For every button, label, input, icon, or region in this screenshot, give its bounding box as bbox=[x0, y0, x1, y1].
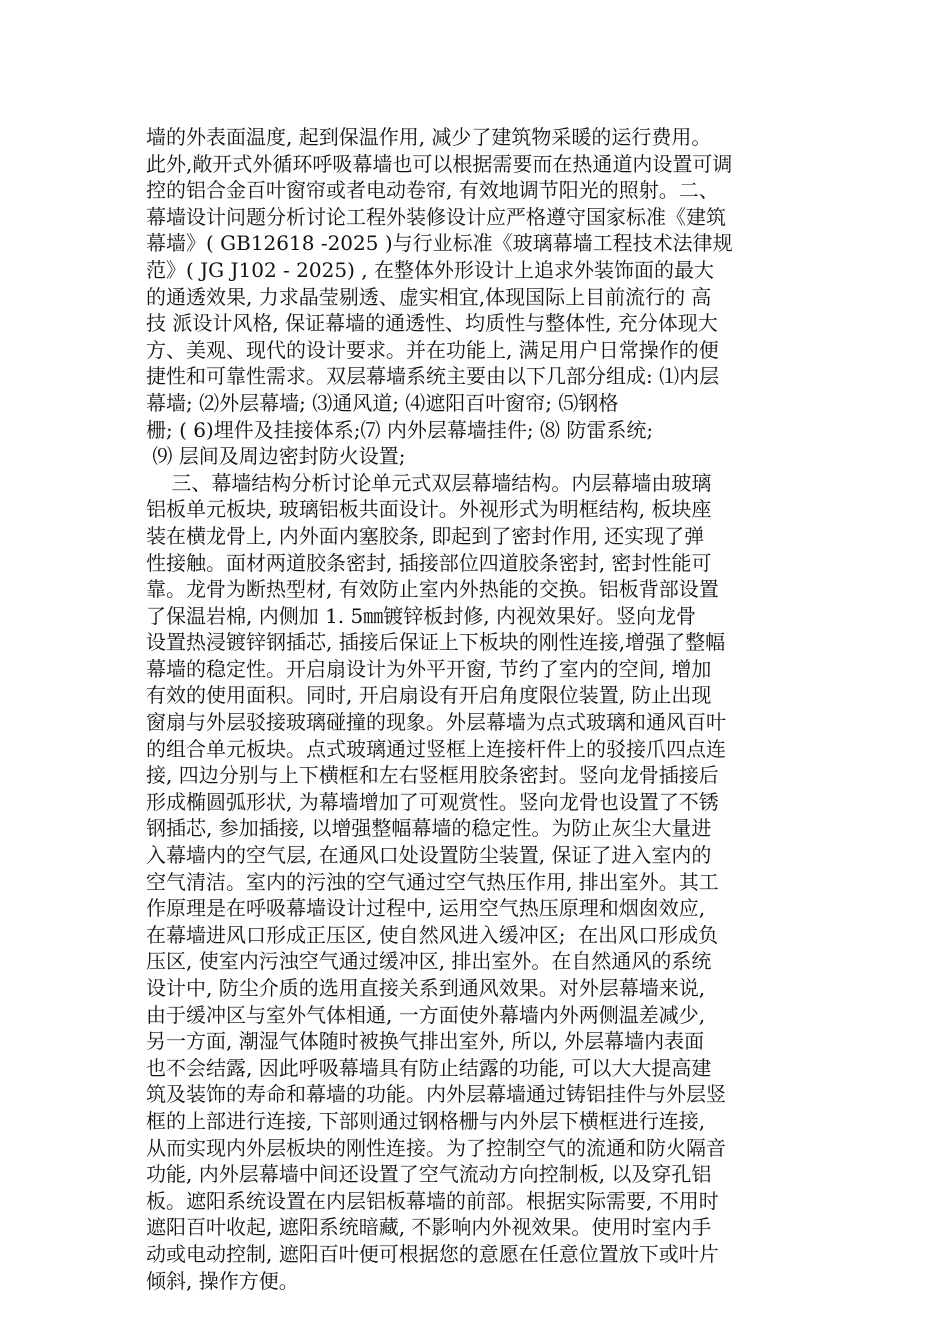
text-line: 设置热浸镀锌钢插芯, 插接后保证上下板块的刚性连接,增强了整幅 bbox=[146, 630, 726, 655]
text-line: 在幕墙进风口形成正压区, 使自然风进入缓冲区; 在出风口形成负 bbox=[146, 922, 719, 947]
text-line: 从而实现内外层板块的刚性连接。为了控制空气的流通和防火隔音 bbox=[146, 1135, 726, 1160]
text-line: 入幕墙内的空气层, 在通风口处设置防尘装置, 保证了进入室内的 bbox=[146, 843, 712, 868]
text-line: 墙的外表面温度, 起到保温作用, 减少了建筑物采暖的运行费用。 bbox=[146, 125, 712, 149]
text-line: 也不会结露, 因此呼吸幕墙具有防止结露的功能, 可以大大提高建 bbox=[146, 1055, 712, 1080]
text-line: 另一方面, 潮湿气体随时被换气排出室外, 所以, 外层幕墙内表面 bbox=[146, 1029, 705, 1054]
text-line: 接, 四边分别与上下横框和左右竖框用胶条密封。竖向龙骨插接后 bbox=[146, 763, 719, 788]
text-line: 功能, 内外层幕墙中间还设置了空气流动方向控制板, 以及穿孔铝 bbox=[146, 1162, 712, 1187]
text-line: 方、美观、现代的设计要求。并在功能上, 满足用户日常操作的便 bbox=[146, 337, 719, 362]
text-line: 铝板单元板块, 玻璃铝板共面设计。外视形式为明框结构, 板块座 bbox=[146, 497, 712, 522]
text-line: 压区, 使室内污浊空气通过缓冲区, 排出室外。在自然通风的系统 bbox=[146, 949, 712, 974]
text-line: 装在横龙骨上, 内外面内塞胶条, 即起到了密封作用, 还实现了弹 bbox=[146, 523, 705, 548]
text-line: 作原理是在呼吸幕墙设计过程中, 运用空气热压原理和烟囱效应, bbox=[146, 896, 706, 921]
text-line: 捷性和可靠性需求。双层幕墙系统主要由以下几部分组成: ⑴内层 bbox=[146, 364, 720, 389]
text-line: 此外,敞开式外循环呼吸幕墙也可以根据需要而在热通道内设置可调 bbox=[146, 151, 733, 176]
text-line: 钢插芯, 参加插接, 以增强整幅幕墙的稳定性。为防止灰尘大量进 bbox=[146, 816, 712, 841]
text-line: 框的上部进行连接, 下部则通过钢格栅与内外层下横框进行连接, bbox=[146, 1108, 706, 1133]
text-line: 技 派设计风格, 保证幕墙的通透性、均质性与整体性, 充分体现大 bbox=[146, 311, 718, 336]
text-line: 的通透效果, 力求晶莹剔透、虚实相宜,体现国际上目前流行的 高 bbox=[146, 284, 712, 309]
text-line: 设计中, 防尘介质的选用直接关系到通风效果。对外层幕墙来说, bbox=[146, 976, 706, 1000]
text-line: 倾斜, 操作方便。 bbox=[146, 1268, 299, 1293]
text-line: 的组合单元板块。点式玻璃通过竖框上连接杆件上的驳接爪四点连 bbox=[146, 736, 726, 761]
text-line: 板。遮阳系统设置在内层铝板幕墙的前部。根据实际需要, 不用时 bbox=[146, 1188, 719, 1213]
text-line: 了保温岩棉, 内侧加 1. 5㎜镀锌板封修, 内视效果好。竖向龙骨 bbox=[146, 603, 696, 628]
text-line: 三、幕墙结构分析讨论单元式双层幕墙结构。内层幕墙由玻璃 bbox=[146, 470, 712, 495]
text-line: 有效的使用面积。同时, 开启扇设有开启角度限位装置, 防止出现 bbox=[146, 683, 712, 708]
text-line: 范》( JG J102 - 2025) , 在整体外形设计上追求外装饰面的最大 bbox=[146, 257, 714, 282]
text-line: 幕墙》( GB12618 -2025 )与行业标准《玻璃幕墙工程技术法律规 bbox=[146, 231, 733, 256]
body-text bbox=[146, 124, 812, 1294]
text-line: 由于缓冲区与室外气体相通, 一方面使外幕墙内外两侧温差减少, bbox=[146, 1002, 706, 1027]
text-line: 空气清洁。室内的污浊的空气通过空气热压作用, 排出室外。其工 bbox=[146, 869, 719, 894]
text-line: 动或电动控制, 遮阳百叶便可根据您的意愿在任意位置放下或叶片 bbox=[146, 1241, 719, 1266]
text-line: ⑼ 层间及周边密封防火设置; bbox=[146, 444, 406, 469]
text-line: 控的铝合金百叶窗帘或者电动卷帘, 有效地调节阳光的照射。二、 bbox=[146, 178, 719, 203]
text-line: 靠。龙骨为断热型材, 有效防止室内外热能的交换。铝板背部设置 bbox=[146, 577, 719, 602]
text-line: 遮阳百叶收起, 遮阳系统暗藏, 不影响内外视效果。使用时室内手 bbox=[146, 1215, 712, 1240]
text-line: 栅; ( 6)埋件及挂接体系;⑺ 内外层幕墙挂件; ⑻ 防雷系统; bbox=[146, 417, 654, 442]
text-line: 窗扇与外层驳接玻璃碰撞的现象。外层幕墙为点式玻璃和通风百叶 bbox=[146, 710, 726, 735]
text-line: 形成椭圆弧形状, 为幕墙增加了可观赏性。竖向龙骨也设置了不锈 bbox=[146, 789, 719, 814]
text-line: 幕墙; ⑵外层幕墙; ⑶通风道; ⑷遮阳百叶窗帘; ⑸钢格 bbox=[146, 390, 619, 415]
text-line: 筑及装饰的寿命和幕墙的功能。内外层幕墙通过铸铝挂件与外层竖 bbox=[146, 1082, 726, 1107]
text-line: 性接触。面材两道胶条密封, 插接部位四道胶条密封, 密封性能可 bbox=[146, 550, 712, 575]
text-line: 幕墙的稳定性。开启扇设计为外平开窗, 节约了室内的空间, 增加 bbox=[146, 656, 712, 681]
text-line: 幕墙设计问题分析讨论工程外装修设计应严格遵守国家标准《建筑 bbox=[146, 204, 726, 229]
